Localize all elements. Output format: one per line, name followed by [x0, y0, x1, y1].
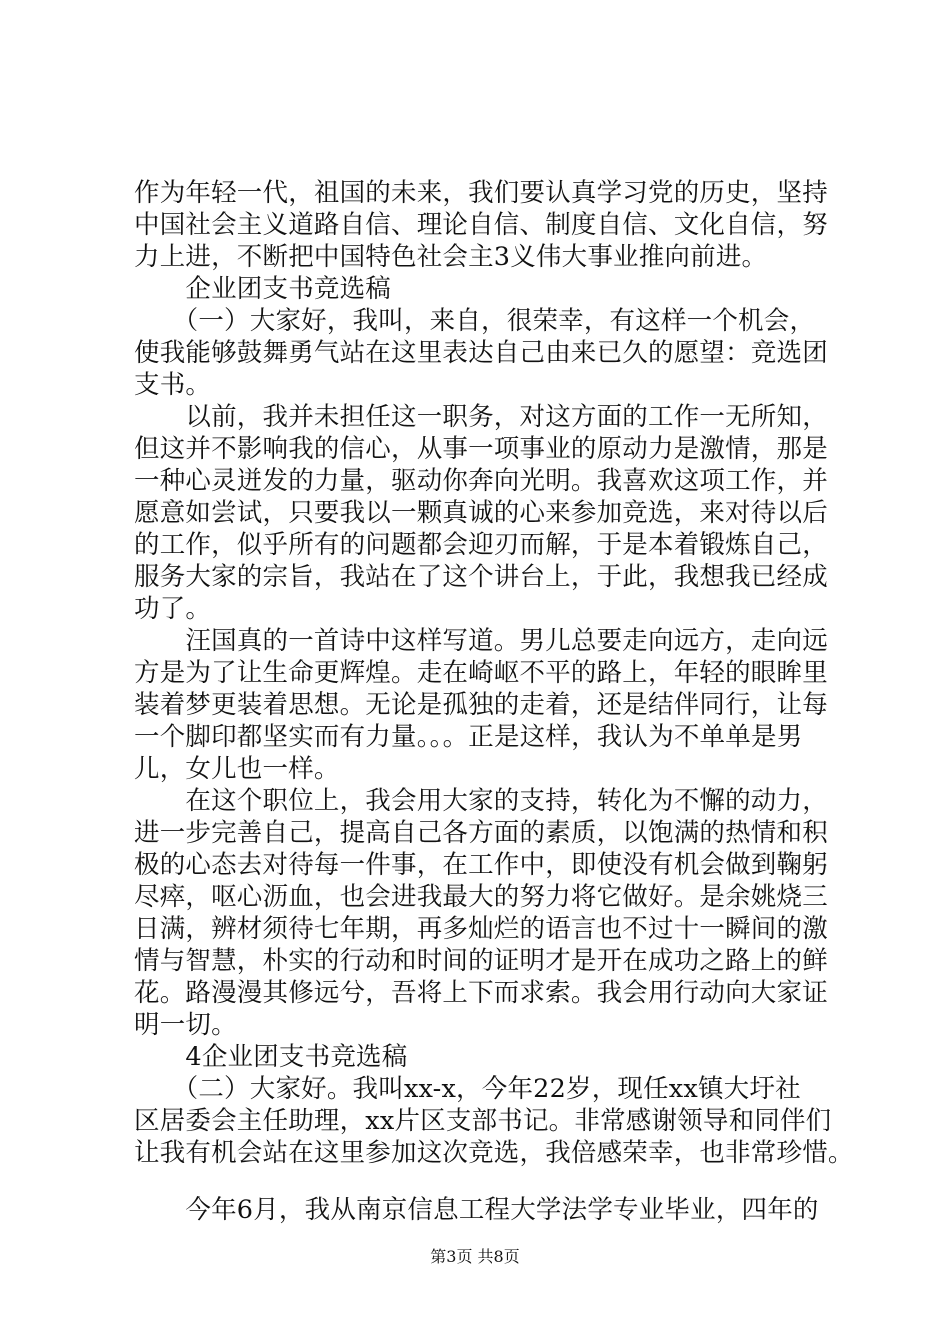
text-line: 进一步完善自己，提高自己各方面的素质，以饱满的热情和积	[134, 818, 828, 848]
text-line: 的工作，似乎所有的问题都会迎刃而解，于是本着锻炼自己，	[134, 530, 828, 560]
text-line: 日满，辨材须待七年期，再多灿烂的语言也不过十一瞬间的激	[134, 914, 828, 944]
text-line: （二）大家好。我叫xx-x，今年22岁，现任xx镇大圩社	[134, 1074, 801, 1104]
text-line: 今年6月，我从南京信息工程大学法学专业毕业，四年的	[134, 1195, 819, 1225]
text-line: 方是为了让生命更辉煌。走在崎岖不平的路上，年轻的眼眸里	[134, 658, 828, 688]
text-line: 愿意如尝试，只要我以一颗真诚的心来参加竞选，来对待以后	[134, 498, 828, 528]
text-line: 尽瘁，呕心沥血，也会进我最大的努力将它做好。是余姚烧三	[134, 882, 828, 912]
text-line: 支书。	[134, 370, 212, 400]
text-line: 明一切。	[134, 1010, 237, 1040]
page-number-footer: 第3页 共8页	[430, 1247, 520, 1266]
text-line: 区居委会主任助理，xx片区支部书记。非常感谢领导和同伴们	[134, 1106, 832, 1136]
text-line: 极的心态去对待每一件事，在工作中，即使没有机会做到鞠躬	[134, 850, 828, 880]
text-line: 让我有机会站在这里参加这次竞选，我倍感荣幸，也非常珍惜。	[134, 1138, 854, 1168]
text-line: 儿，女儿也一样。	[134, 754, 340, 784]
text-line: 中国社会主义道路自信、理论自信、制度自信、文化自信，努	[134, 210, 828, 240]
text-line: 装着梦更装着思想。无论是孤独的走着，还是结伴同行，让每	[134, 690, 828, 720]
text-line: 功了。	[134, 594, 212, 624]
text-line: （一）大家好，我叫，来自，很荣幸，有这样一个机会，	[134, 306, 816, 336]
text-line: 但这并不影响我的信心，从事一项事业的原动力是激情，那是	[134, 434, 828, 464]
text-line: 花。路漫漫其修远兮，吾将上下而求索。我会用行动向大家证	[134, 978, 828, 1008]
text-line: 在这个职位上，我会用大家的支持，转化为不懈的动力，	[134, 786, 828, 816]
text-line: 以前，我并未担任这一职务，对这方面的工作一无所知，	[134, 402, 828, 432]
text-line: 使我能够鼓舞勇气站在这里表达自己由来已久的愿望：竞选团	[134, 338, 828, 368]
text-line: 作为年轻一代，祖国的未来，我们要认真学习党的历史，坚持	[134, 178, 828, 208]
text-line: 一种心灵迸发的力量，驱动你奔向光明。我喜欢这项工作，并	[134, 466, 828, 496]
text-line: 力上进，不断把中国特色社会主3义伟大事业推向前进。	[134, 242, 768, 272]
text-line: 汪国真的一首诗中这样写道。男儿总要走向远方，走向远	[134, 626, 828, 656]
text-line: 一个脚印都坚实而有力量。。。正是这样，我认为不单单是男	[134, 722, 803, 752]
section-heading: 4企业团支书竞选稿	[134, 1042, 408, 1072]
text-line: 情与智慧，朴实的行动和时间的证明才是开在成功之路上的鲜	[134, 946, 828, 976]
text-line: 服务大家的宗旨，我站在了这个讲台上，于此，我想我已经成	[134, 562, 828, 592]
section-heading: 企业团支书竞选稿	[134, 274, 392, 304]
